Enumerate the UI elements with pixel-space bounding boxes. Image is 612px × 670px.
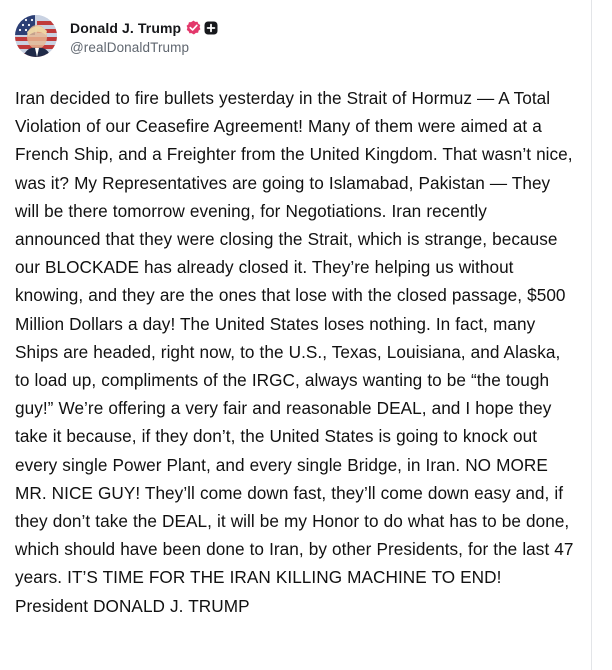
plus-badge-icon: [204, 21, 218, 35]
post-header: [15, 14, 612, 58]
feed-divider: [591, 0, 592, 670]
author-identity: [70, 18, 218, 55]
author-display-name[interactable]: Donald J. Trump: [70, 19, 182, 36]
flag-portrait-avatar-icon: [15, 15, 57, 57]
author-handle[interactable]: @realDonaldTrump: [70, 39, 190, 55]
verified-badge-icon: [186, 20, 201, 35]
name-row: [70, 18, 218, 38]
avatar[interactable]: [15, 15, 57, 57]
post-body-text: Iran decided to fire bullets yesterday in the Strait of Hormuz — A Total Violation of our Ceasefire Agreement! Many of them were aimed at a French Ship, and a Freighter from the United Kingdom. That wasn’t nice, was it? My Representatives are going to Islamabad, Pakistan — They will be there tomorrow evening, for Negotiations. Iran recently announced that they were closing the Strait, which is strange, because our BLOCKADE has already closed it. They’re helping us without knowing, and they are the ones that lose with the closed passage, $500 Million Dollars a day! The United States loses nothing. In fact, many Ships are headed, right now, to the U.S., Texas, Louisiana, and Alaska, to load up, compliments of the IRGC, always wanting to be “the tough guy!” We’re offering a very fair and reasonable DEAL, and I hope they take it because, if they don’t, the United States is going to knock out every single Power Plant, and every single Bridge, in Iran. NO MORE MR. NICE GUY! They’ll come down fast, they’ll come down easy and, if they don’t take the DEAL, it will be my Honor to do what has to be done, which should have been done to Iran, by other Presidents, for the last 47 years. IT’S TIME FOR THE IRAN KILLING MACHINE TO END! President DONALD J. TRUMP: [15, 88, 574, 616]
